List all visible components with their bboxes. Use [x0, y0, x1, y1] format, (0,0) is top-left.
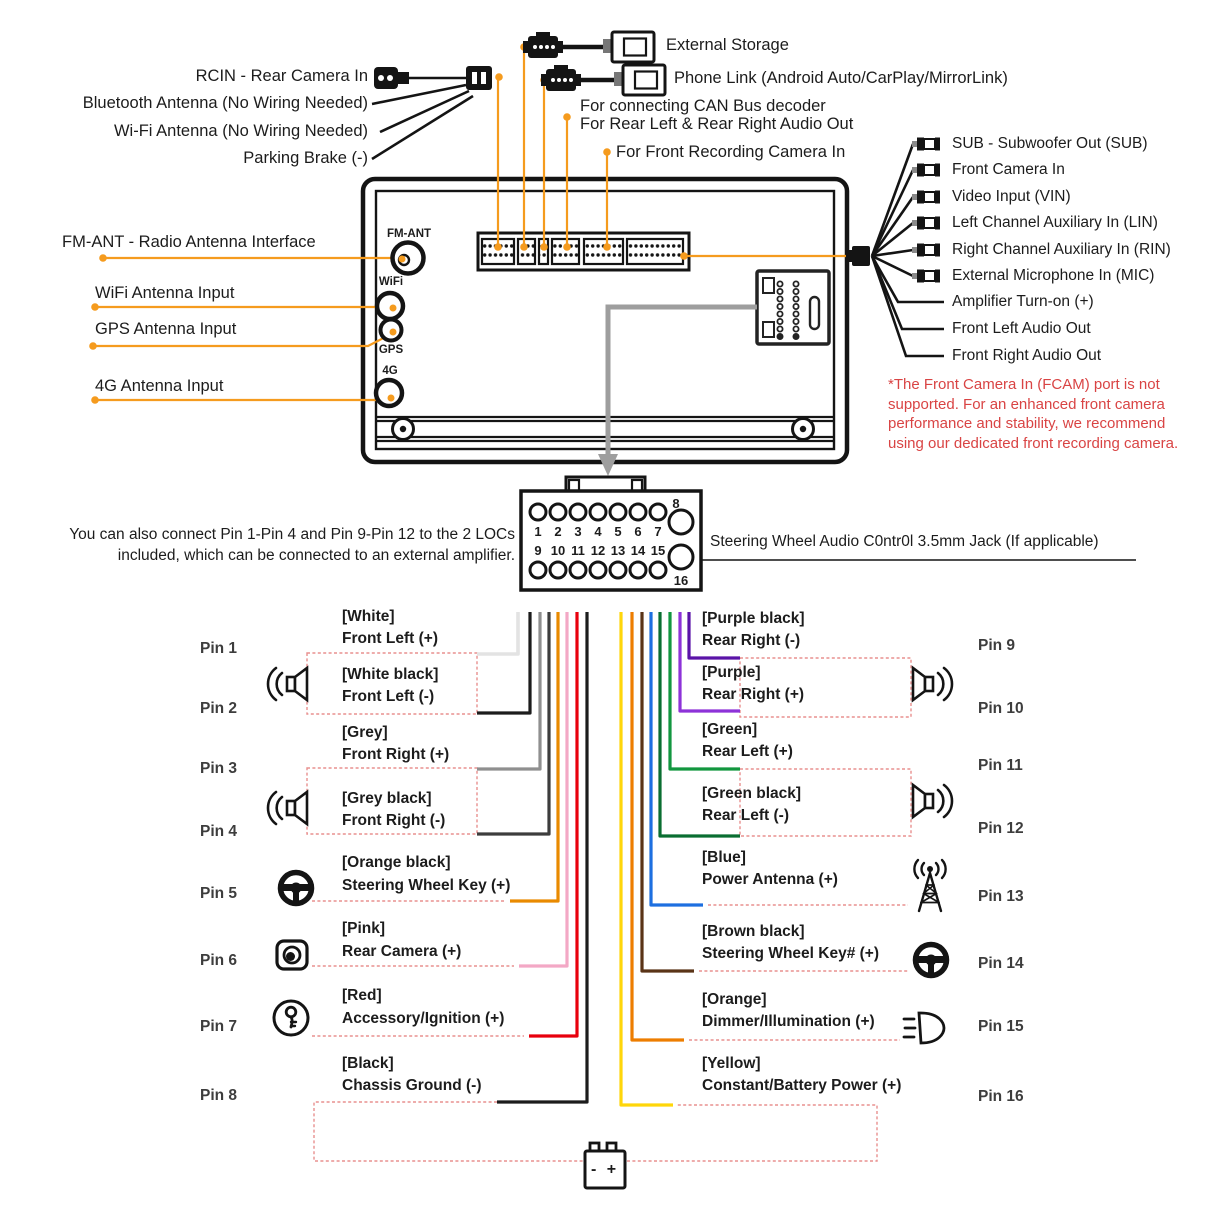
- 4g-port-icon: [376, 380, 402, 406]
- wire-color-8: [Black]: [342, 1055, 394, 1072]
- label-wifi-ant: Wi-Fi Antenna (No Wiring Needed): [113, 122, 368, 140]
- loc-note-line-1: You can also connect Pin 1-Pin 4 and Pin 9-Pin 12 to the 2 LOCs: [69, 526, 515, 543]
- main-harness-socket: [478, 233, 689, 270]
- pin-label-14: Pin 14: [978, 955, 1024, 972]
- wire-func-2: Front Left (-): [342, 688, 435, 705]
- pin-label-11: Pin 11: [978, 757, 1023, 774]
- harness-wires: [477, 612, 740, 1105]
- wire-color-13: [Blue]: [702, 849, 746, 866]
- label-rin: Right Channel Auxiliary In (RIN): [952, 241, 1171, 258]
- wire-pin-7: [529, 612, 577, 1036]
- wire-pin-6: [519, 612, 567, 966]
- wire-color-1: [White]: [342, 608, 395, 625]
- junction-connector-icon: [466, 66, 492, 90]
- pin-label-12: Pin 12: [978, 820, 1024, 837]
- label-front-recording: For Front Recording Camera In: [616, 143, 846, 161]
- pin-label-6: Pin 6: [200, 952, 238, 969]
- wire-color-6: [Pink]: [342, 920, 386, 937]
- pin-label-8: Pin 8: [200, 1087, 238, 1104]
- loc-note-line-2: included, which can be connected to an external amplifier.: [117, 547, 515, 564]
- label-gps-port: GPS Antenna Input: [95, 320, 237, 338]
- wire-color-14: [Brown black]: [702, 923, 805, 940]
- pin-number-15: 15: [650, 543, 666, 558]
- arrow-head-icon: [598, 454, 618, 476]
- pin-label-9: Pin 9: [978, 637, 1016, 654]
- label-external-storage: External Storage: [666, 36, 789, 54]
- pin-label-5: Pin 5: [200, 885, 238, 902]
- wire-func-4: Front Right (-): [342, 812, 446, 829]
- label-phone-link: Phone Link (Android Auto/CarPlay/MirrorLink): [674, 69, 1008, 87]
- wire-color-12: [Green black]: [702, 785, 802, 802]
- pin-number-11: 11: [571, 543, 585, 558]
- pin-label-4: Pin 4: [200, 823, 238, 840]
- pin-label-10: Pin 10: [978, 700, 1024, 717]
- wire-pin-16: [621, 612, 673, 1105]
- wifi-port-icon: [377, 293, 403, 319]
- wire-color-3: [Grey]: [342, 724, 388, 741]
- wire-func-5: Steering Wheel Key (+): [342, 877, 511, 894]
- label-can-bus-2: For Rear Left & Rear Right Audio Out: [580, 115, 854, 133]
- pin-label-15: Pin 15: [978, 1018, 1024, 1035]
- wire-func-12: Rear Left (-): [702, 807, 789, 824]
- wire-color-7: [Red]: [342, 987, 382, 1004]
- wire-func-10: Rear Right (+): [702, 686, 805, 703]
- unit-label-fm-ant: FM-ANT: [386, 228, 432, 240]
- pin-label-1: Pin 1: [200, 640, 238, 657]
- label-vin: Video Input (VIN): [952, 188, 1071, 205]
- label-front-right-out: Front Right Audio Out: [952, 347, 1102, 364]
- label-sub-out: SUB - Subwoofer Out (SUB): [952, 135, 1148, 152]
- pin-number-4: 4: [594, 524, 602, 539]
- wire-func-9: Rear Right (-): [702, 632, 801, 649]
- pin16-socket: [669, 545, 693, 569]
- label-wifi-port: WiFi Antenna Input: [95, 284, 235, 302]
- harness-output-socket: [757, 271, 829, 344]
- pin-number-6: 6: [634, 524, 642, 539]
- wire-color-9: [Purple black]: [702, 610, 805, 627]
- label-parking: Parking Brake (-): [243, 149, 368, 167]
- pin-label-2: Pin 2: [200, 700, 238, 717]
- power-antenna-icon: [914, 860, 945, 911]
- wire-func-15: Dimmer/Illumination (+): [702, 1013, 875, 1030]
- pin8-socket: [669, 510, 693, 534]
- right-output-connector-icon: [846, 246, 870, 266]
- fcam-note-line-4: using our dedicated front recording camera.: [888, 435, 1179, 452]
- label-front-left-out: Front Left Audio Out: [952, 320, 1091, 337]
- unit-label-4g: 4G: [382, 365, 398, 377]
- pin-number-7: 7: [654, 524, 662, 539]
- pin-number-8: 8: [672, 496, 680, 511]
- top-cables: [372, 47, 614, 159]
- wire-pin-15: [632, 612, 684, 1040]
- wire-color-2: [White black]: [342, 666, 439, 683]
- wire-color-15: [Orange]: [702, 991, 767, 1008]
- wire-func-16: Constant/Battery Power (+): [702, 1077, 902, 1094]
- pin-number-10: 10: [550, 543, 566, 558]
- wire-color-11: [Green]: [702, 721, 758, 738]
- pin-number-12: 12: [590, 543, 606, 558]
- pin-number-9: 9: [534, 543, 542, 558]
- wire-func-8: Chassis Ground (-): [342, 1077, 482, 1094]
- wire-func-6: Rear Camera (+): [342, 943, 462, 960]
- pin-number-14: 14: [630, 543, 646, 558]
- label-4g-port: 4G Antenna Input: [95, 377, 224, 395]
- pin-number-5: 5: [614, 524, 622, 539]
- wire-color-10: [Purple]: [702, 664, 761, 681]
- label-amp-turn-on: Amplifier Turn-on (+): [952, 293, 1094, 310]
- pin-label-16: Pin 16: [978, 1088, 1024, 1105]
- rear-camera-icon: [277, 941, 307, 969]
- pin-number-1: 1: [534, 524, 542, 539]
- label-fcam-in: Front Camera In: [952, 161, 1065, 178]
- label-mic: External Microphone In (MIC): [952, 267, 1155, 284]
- wire-pin-4: [477, 612, 549, 834]
- wire-pin-8: [497, 612, 587, 1102]
- fcam-note-line-2: supported. For an enhanced front camera: [888, 396, 1165, 413]
- pin-label-7: Pin 7: [200, 1018, 238, 1035]
- wire-func-3: Front Right (+): [342, 746, 450, 763]
- wire-func-11: Rear Left (+): [702, 743, 793, 760]
- wire-func-14: Steering Wheel Key# (+): [702, 945, 880, 962]
- rcin-plug-icon: [374, 67, 409, 89]
- wire-func-1: Front Left (+): [342, 630, 438, 647]
- label-can-bus-1: For connecting CAN Bus decoder: [580, 97, 826, 115]
- unit-label-gps: GPS: [378, 344, 404, 356]
- pin-number-13: 13: [610, 543, 626, 558]
- wire-color-5: [Orange black]: [342, 854, 451, 871]
- label-swc-jack: Steering Wheel Audio C0ntr0l 3.5mm Jack (If applicable): [710, 533, 1099, 550]
- battery-terminals-label: - +: [590, 1161, 620, 1178]
- wire-pin-2: [477, 612, 530, 713]
- pin-number-16: 16: [673, 573, 689, 588]
- wire-color-4: [Grey black]: [342, 790, 432, 807]
- fcam-note-line-1: *The Front Camera In (FCAM) port is not: [888, 376, 1160, 393]
- pin-label-13: Pin 13: [978, 888, 1024, 905]
- wire-color-16: [Yellow]: [702, 1055, 761, 1072]
- unit-label-wifi: WiFi: [378, 276, 404, 288]
- label-bluetooth: Bluetooth Antenna (No Wiring Needed): [82, 94, 368, 112]
- fcam-note-line-3: performance and stability, we recommend: [888, 415, 1166, 432]
- label-lin: Left Channel Auxiliary In (LIN): [952, 214, 1158, 231]
- label-rcin: RCIN - Rear Camera In: [195, 67, 368, 85]
- pin-number-2: 2: [554, 524, 562, 539]
- ignition-key-icon: [274, 1001, 308, 1035]
- wire-func-13: Power Antenna (+): [702, 871, 838, 888]
- wire-func-7: Accessory/Ignition (+): [342, 1010, 505, 1027]
- wire-pin-1: [477, 612, 518, 654]
- label-fm-ant-port: FM-ANT - Radio Antenna Interface: [62, 233, 316, 251]
- headlight-dimmer-icon: [904, 1013, 944, 1043]
- pin-label-3: Pin 3: [200, 760, 238, 777]
- pin-number-3: 3: [574, 524, 582, 539]
- head-unit: [363, 179, 847, 462]
